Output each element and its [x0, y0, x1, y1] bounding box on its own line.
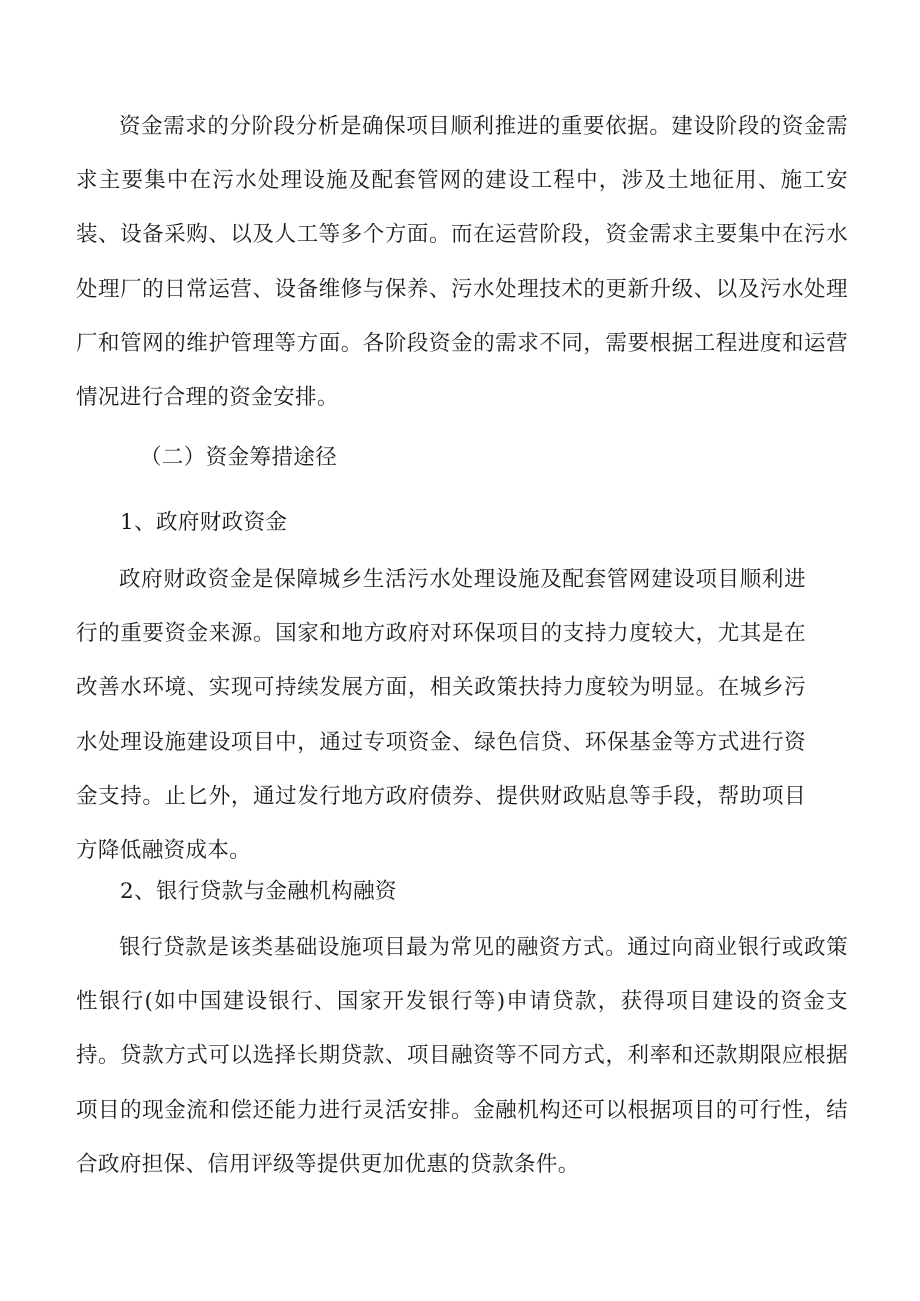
- subheading-government-funds: 1、政府财政资金: [120, 510, 288, 535]
- section-heading-funding-channels: （二）资金筹措途径: [140, 445, 338, 470]
- paragraph-funding-stages: 资金需求的分阶段分析是确保项目顺利推进的重要依据。建设阶段的资金需求主要集中在污水处理设施及配套管网的建设工程中，涉及土地征用、施工安装、设备采购、以及人工等多个方面。而在运营阶段，资金需求主要集中在污水处理厂的日常运营、设备维修与保养、污水处理技术的更新升级、以及污水处理厂和管网的维护管理等方面。各阶段资金的需求不同，需要根据工程进度和运营情况进行合理的资金安排。: [76, 114, 848, 411]
- subheading-bank-loans: 2、银行贷款与金融机构融资: [120, 879, 397, 904]
- paragraph-government-funds: 政府财政资金是保障城乡生活污水处理设施及配套管网建设项目顺利进行的重要资金来源。国家和地方政府对环保项目的支持力度较大，尤其是在改善水环境、实现可持续发展方面，相关政策扶持力度较为明显。在城乡污水处理设施建设项目中，通过专项资金、绿色信贷、环保基金等方式进行资金支持。止匕外，通过发行地方政府债券、提供财政贴息等手段，帮助项目方降低融资成本。: [76, 567, 806, 864]
- paragraph-bank-loans: 银行贷款是该类基础设施项目最为常见的融资方式。通过向商业银行或政策性银行(如中国建设银行、国家开发银行等)申请贷款，获得项目建设的资金支持。贷款方式可以选择长期贷款、项目融资等不同方式，利率和还款期限应根据项目的现金流和偿还能力进行灵活安排。金融机构还可以根据项目的可行性，结合政府担保、信用评级等提供更加优惠的贷款条件。: [76, 935, 848, 1177]
